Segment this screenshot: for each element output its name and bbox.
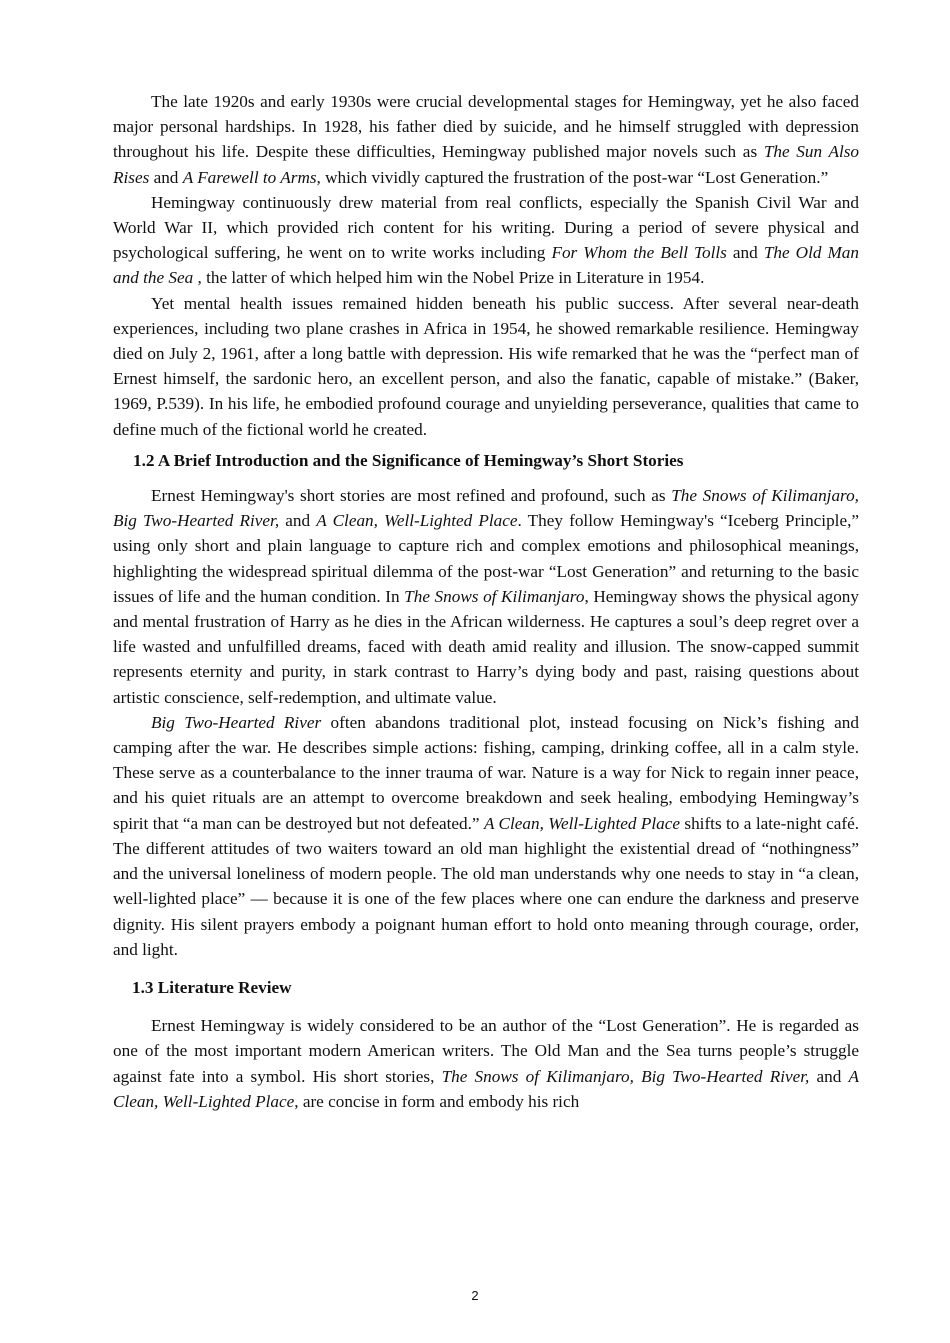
paragraph-mental-health	[113, 291, 859, 442]
italic-title-text: A Clean, Well-Lighted Place	[316, 511, 518, 531]
paragraph-short-stories-intro	[113, 483, 859, 710]
paragraph-text: and	[726, 243, 764, 263]
paragraph-text: The late 1920s and early 1930s were crucial developmental stages for Hemingway, yet he also faced major personal hardships. In 1928, his father died by suicide, and he himself struggled with depression throughout his life. Despite these difficulties, Hemingway published major novels such as	[113, 92, 859, 162]
paragraph-text: and	[279, 511, 317, 531]
paragraph-text: shifts to a late-night café. The different attitudes of two waiters toward an old man highlight the existential dread of “nothingness” and the universal loneliness of modern people. The old man understands why one needs to stay in “a clean, well-lighted place” — because it is one of the few places where one can endure the darkness and preserve dignity. His silent prayers embody a poignant human effort to hold onto meaning through courage, order, and light.	[113, 813, 860, 959]
italic-title-text: The Snows of Kilimanjaro, Big Two-Hearted River,	[441, 1066, 810, 1086]
paragraph-literature-review	[113, 1013, 859, 1114]
paragraph-text: often abandons traditional plot, instead focusing on Nick’s fishing and camping after the war. He describes simple actions: fishing, camping, drinking coffee, all in a calm style. These serve as a counterbalance to the inner trauma of war. Nature is a way for Nick to regain inner peace, and his quiet rituals are an attempt to overcome breakdown and seek healing, embodying Hemingway’s spirit that “a man can be destroyed but not defeated.”	[113, 712, 859, 833]
paragraph-war-material	[113, 190, 859, 291]
paragraph-text: Ernest Hemingway's short stories are most refined and profound, such as	[151, 486, 672, 506]
page-number: 2	[471, 1288, 479, 1303]
italic-title-text: The Sun Also Rises	[113, 142, 860, 187]
paragraph-hardships	[113, 89, 859, 190]
paragraph-big-two-hearted-river	[113, 710, 859, 962]
paragraph-text: Yet mental health issues remained hidden beneath his public success. After several near-death experiences, including two plane crashes in Africa in 1954, he showed remarkable resilience. Hemingway died on July 2, 1961, after a long battle with depression. His wife remarked that he was the “perfect man of Ernest himself, the sardonic hero, an excellent person, and also the fanatic, capable of mistake.” (Baker, 1969, P.539). In his life, he embodied profound courage and unyielding perseverance, qualities that came to define much of the fictional world he created.	[113, 293, 859, 439]
paragraph-text: , Hemingway shows the physical agony and mental frustration of Harry as he dies in the African wilderness. He captures a soul’s deep regret over a life wasted and unfulfilled dreams, faced with death amid reality and illusion. The snow-capped summit represents eternity and purity, in stark contrast to Harry’s dying body and past, raising questions about artistic conscience, self-redemption, and ultimate value.	[113, 586, 859, 707]
italic-title-text: The Old Man and the Sea	[113, 243, 859, 288]
italic-title-text: A Farewell to Arms	[182, 167, 317, 187]
paragraph-text: . They follow Hemingway's “Iceberg Principle,” using only short and plain language to capture rich and complex emotions and philosophical meanings, highlighting the widespread spiritual dilemma of the post-war “Lost Generation” and returning to the basic issues of life and the human condition. In	[113, 511, 859, 606]
section-heading-1-2: 1.2 A Brief Introduction and the Significance of Hemingway’s Short Stories	[133, 450, 684, 470]
italic-title-text: A Clean, Well-Lighted Place	[483, 813, 680, 833]
italic-title-text: A Clean, Well-Lighted Place	[113, 1066, 859, 1111]
paragraph-text: , the latter of which helped him win the Nobel Prize in Literature in 1954.	[193, 268, 705, 288]
italic-title-text: Big Two-Hearted River	[151, 712, 322, 732]
italic-title-text: For Whom the Bell Tolls	[551, 243, 727, 263]
page-body	[113, 89, 859, 1114]
paragraph-text: Ernest Hemingway is widely considered to be an author of the “Lost Generation”. He is regarded as one of the most important modern American writers. The Old Man and the Sea turns people’s struggle against fate into a symbol. His short stories,	[113, 1016, 859, 1086]
italic-title-text: The Snows of Kilimanjaro, Big Two-Hearted River,	[113, 486, 859, 531]
paragraph-text: Hemingway continuously drew material from real conflicts, especially the Spanish Civil War and World War II, which provided rich content for his writing. During a period of severe physical and psychological suffering, he went on to write works including	[113, 192, 859, 263]
paragraph-text: and	[809, 1066, 849, 1086]
paragraph-text: , are concise in form and embody his rich	[294, 1091, 580, 1111]
italic-title-text: The Snows of Kilimanjaro	[404, 586, 585, 606]
paragraph-text: , which vividly captured the frustration of the post-war “Lost Generation.”	[316, 167, 829, 187]
paragraph-text: and	[149, 167, 183, 187]
section-heading-1-3: 1.3 Literature Review	[132, 977, 292, 997]
